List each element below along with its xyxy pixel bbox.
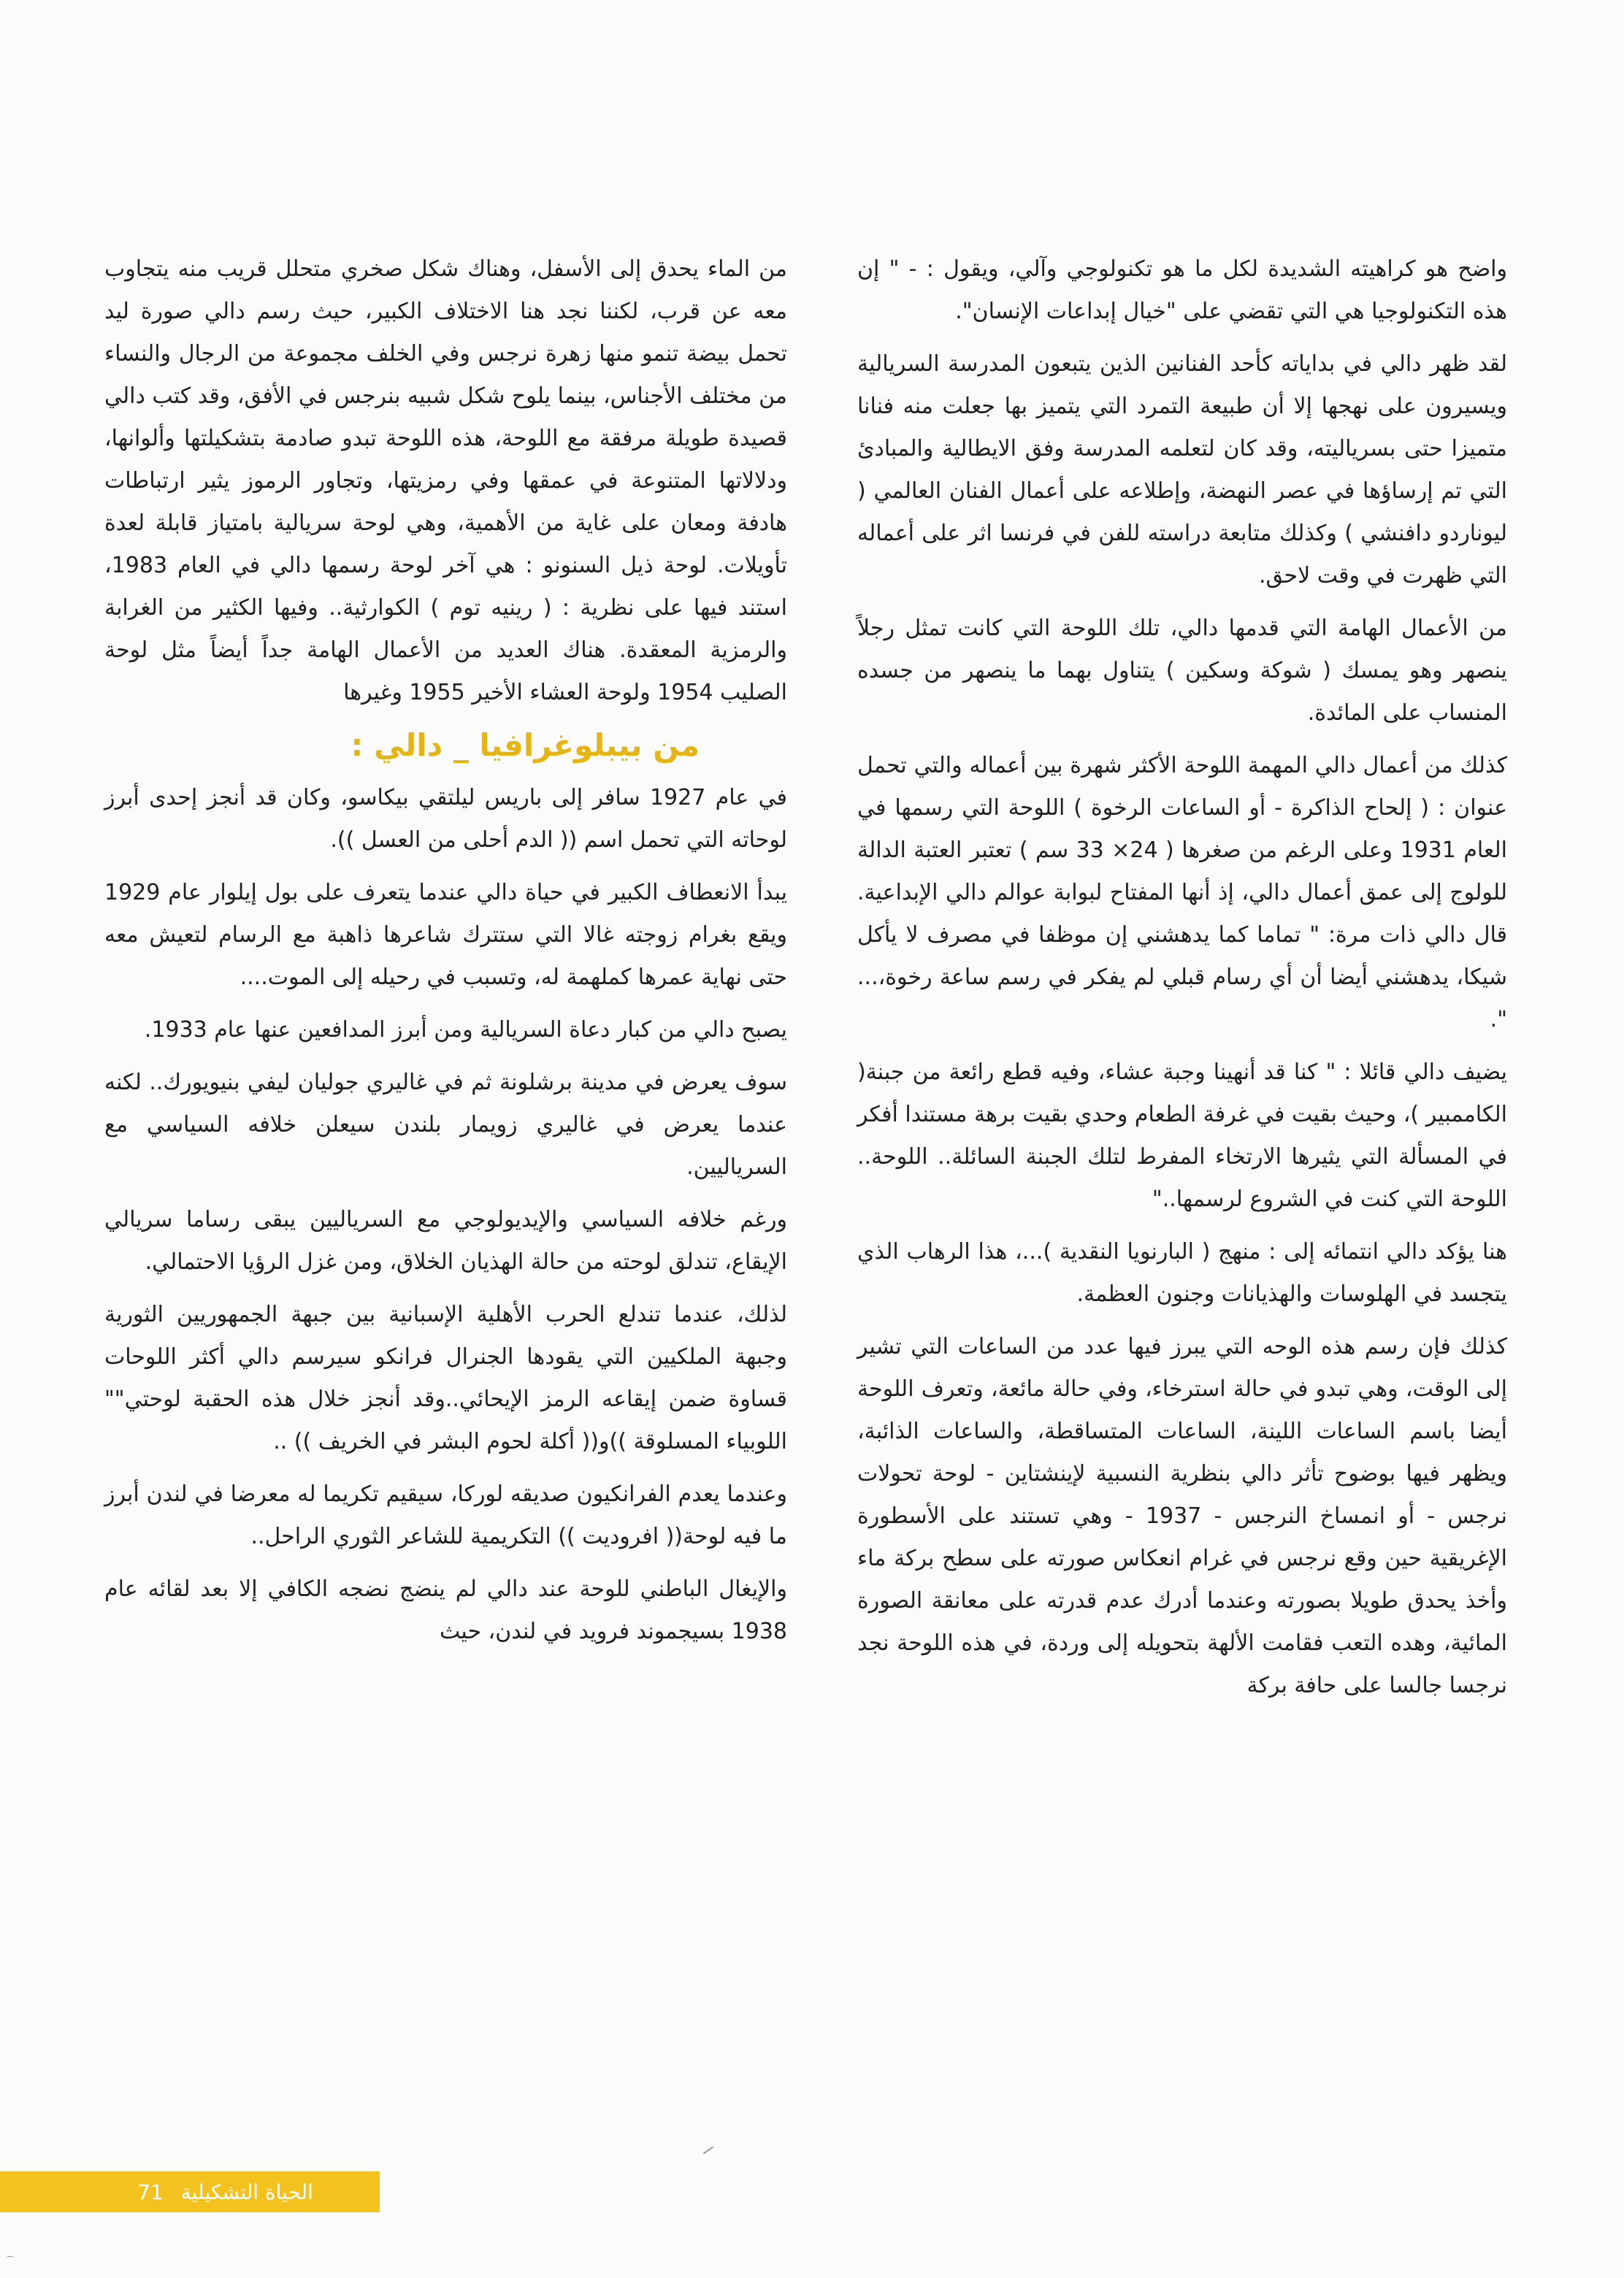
article-column-right <box>857 248 1507 1707</box>
article-paragraph: في عام 1927 سافر إلى باريس ليلتقي بيكاسو، وكان قد أنجز إحدى أبرز لوحاته التي تحمل اسم (( الدم أحلى من العسل )). <box>104 785 787 853</box>
page-number: 71 <box>137 2179 164 2204</box>
publication-name: الحياة التشكيلية <box>180 2179 313 2204</box>
article-paragraph: كذلك من أعمال دالي المهمة اللوحة الأكثر شهرة بين أعماله والتي تحمل عنوان : ( إلحاح الذاكرة - أو الساعات الرخوة ) اللوحة التي رسمها في العام 1931 وعلى الرغم من صغرها ( 24× 33 سم ) تعتبر العتبة الدالة للولوج إلى عمق أعمال دالي، إذ أنها المفتاح لبوابة عوالم دالي الإبداعية. قال دالي ذات مرة: " تماما كما يدهشني إن موظفا في مصرف لا يأكل شيكا، يدهشني أيضا أن أي رسام قبلي لم يفكر في رسم ساعة رخوة،... ". <box>857 753 1507 1032</box>
article-paragraph: كذلك فإن رسم هذه الوحه التي يبرز فيها عدد من الساعات التي تشير إلى الوقت، وهي تبدو في حالة استرخاء، وفي حالة مائعة، وتعرف اللوحة أيضا باسم الساعات اللينة، الساعات المتساقطة، والساعات الذائبة، ويظهر فيها بوضوح تأثر دالي بنظرية النسبية لإينشتاين - لوحة تحولات نرجس - أو انمساخ النرجس - 1937 - وهي تستند على الأسطورة الإغريقية حين وقع نرجس في غرام انعكاس صورته على سطح بركة ماء وأخذ يحدق طويلا بصورته وعندما أدرك عدم قدرته على معانقة الصورة المائية، وهده التعب فقامت الألهة بتحويله إلى وردة، في هذه اللوحة نجد نرجسا جالسا على حافة بركة <box>857 1334 1507 1698</box>
page-footer-tab <box>0 2171 380 2212</box>
article-paragraph: سوف يعرض في مدينة برشلونة ثم في غاليري جوليان ليفي بنيويورك.. لكنه عندما يعرض في غاليري زويمار بلندن سيعلن خلافه السياسي مع السرياليين. <box>104 1070 787 1180</box>
article-paragraph: وعندما يعدم الفرانكيون صديقه لوركا، سيقيم تكريما له معرضا في لندن أبرز ما فيه لوحة(( افروديت )) التكريمية للشاعر الثوري الراحل.. <box>104 1481 787 1549</box>
article-column-left <box>104 248 787 1653</box>
article-paragraph: من الماء يحدق إلى الأسفل، وهناك شكل صخري متحلل قريب منه يتجاوب معه عن قرب، لكننا نجد هنا الاختلاف الكبير، حيث رسم دالي صورة ليد تحمل بيضة تنمو منها زهرة نرجس وفي الخلف مجموعة من الرجال والنساء من مختلف الأجناس، بينما يلوح شكل شبيه بنرجس في الأفق، وقد كتب دالي قصيدة طويلة مرفقة مع اللوحة، هذه اللوحة تبدو صادمة بتشكيلتها وألوانها، ودلالاتها المتنوعة في عمقها وفي رمزيتها، وتجاور الرموز يثير ارتباطات هادفة ومعان على غاية من الأهمية، وهي لوحة سريالية بامتياز قابلة لعدة تأويلات. لوحة ذيل السنونو : هي آخر لوحة رسمها دالي في العام 1983، استند فيها على نظرية : ( رينيه توم ) الكوارثية.. وفيها الكثير من الغرابة والرمزية المعقدة. هناك العديد من الأعمال الهامة جداً أيضاً مثل لوحة الصليب 1954 ولوحة العشاء الأخير 1955 وغيرها <box>104 256 787 705</box>
article-paragraph: يضيف دالي قائلا : " كنا قد أنهينا وجبة عشاء، وفيه قطع رائعة من جبنة( الكاممبير )، وحيث بقيت في غرفة الطعام وحدي بقيت برهة مستندا أفكر في المسألة التي يثيرها الارتخاء المفرط لتلك الجبنة السائلة.. اللوحة.. اللوحة التي كنت في الشروع لرسمها.." <box>857 1059 1507 1212</box>
article-paragraph: لقد ظهر دالي في بداياته كأحد الفنانين الذين يتبعون المدرسة السريالية ويسيرون على نهجها إلا أن طبيعة التمرد التي يتميز بها جعلت منه فنانا متميزا حتى بسرياليته، وقد كان لتعلمه المدرسة وفق الايطالية والمبادئ التي تم إرساؤها في عصر النهضة، وإطلاعه على أعمال الفنان العالمي ( ليوناردو دافنشي ) وكذلك متابعة دراسته للفن في فرنسا اثر على أعماله التي ظهرت في وقت لاحق. <box>857 351 1507 588</box>
section-heading-bibliography: من بيبلوغرافيا _ دالي : <box>351 727 700 763</box>
article-paragraph: يبدأ الانعطاف الكبير في حياة دالي عندما يتعرف على بول إيلوار عام 1929 ويقع بغرام زوجته غالا التي ستترك شاعرها ذاهبة مع الرسام لتعيش معه حتى نهاية عمرها كملهمة له، وتسبب في رحيله إلى الموت.... <box>104 880 787 990</box>
article-paragraph: واضح هو كراهيته الشديدة لكل ما هو تكنولوجي وآلي، ويقول : - " إن هذه التكنولوجيا هي التي تقضي على "خيال إبداعات الإنسان". <box>857 256 1507 324</box>
article-paragraph: ورغم خلافه السياسي والإيديولوجي مع السرياليين يبقى رساما سريالي الإيقاع، تندلق لوحته من حالة الهذيان الخلاق، ومن غزل الرؤيا الاحتمالي. <box>104 1207 787 1275</box>
article-paragraph: لذلك، عندما تندلع الحرب الأهلية الإسبانية بين جبهة الجمهوريين الثورية وجبهة الملكيين التي يقودها الجنرال فرانكو سيرسم دالي أكثر اللوحات قساوة ضمن إيقاعه الرمز الإيحائي..وقد أنجز خلال هذه الحقبة لوحتي"" اللوبياء المسلوقة ))و(( أكلة لحوم البشر في الخريف )) .. <box>104 1302 787 1454</box>
article-paragraph: من الأعمال الهامة التي قدمها دالي، تلك اللوحة التي كانت تمثل رجلاً ينصهر وهو يمسك ( شوكة وسكين ) يتناول بهما ما ينصهر من جسده المنساب على المائدة. <box>857 615 1507 726</box>
print-mark <box>7 2256 13 2257</box>
article-paragraph: يصبح دالي من كبار دعاة السريالية ومن أبرز المدافعين عنها عام 1933. <box>144 1017 787 1043</box>
print-mark <box>703 2147 713 2155</box>
article-paragraph: والإيغال الباطني للوحة عند دالي لم ينضج نضجه الكافي إلا بعد لقائه عام 1938 بسيجموند فرويد في لندن، حيث <box>104 1576 787 1644</box>
article-paragraph: هنا يؤكد دالي انتمائه إلى : منهج ( البارنويا النقدية )...، هذا الرهاب الذي يتجسد في الهلوسات والهذيانات وجنون العظمة. <box>857 1239 1507 1307</box>
